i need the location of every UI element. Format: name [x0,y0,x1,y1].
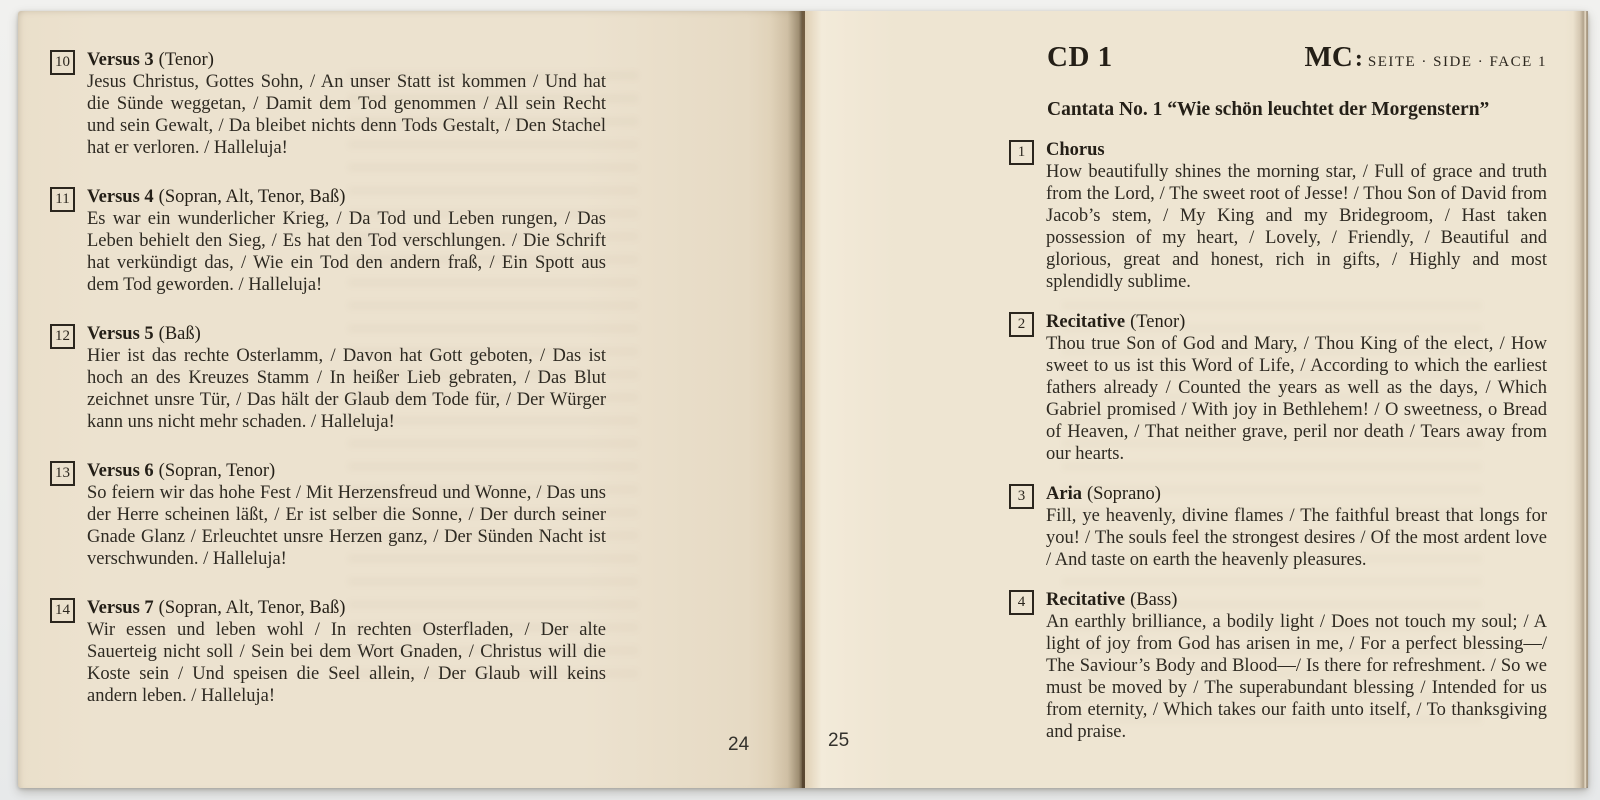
track-number: 2 [1017,316,1026,332]
track-number-box [50,461,75,486]
track-entry-body [1046,589,1547,743]
lyrics-text: Jesus Christus, Gottes Sohn, / An unser Statt ist kommen / Und hat die Sünde weggetan, / Damit dem Tod genommen / All sein Recht und sein Gewalt, / Da bleibet nichts denn Tods Gestalt, / Den Stachel hat er verloren. / Halleluja! [87,72,606,158]
movement-voices: (Sopran, Alt, Tenor, Baß) [158,598,346,618]
right-page-header [1047,41,1547,74]
track-number-box [50,50,75,75]
movement-title-line [1046,589,1547,611]
track-number: 4 [1017,594,1026,610]
movement-voices: (Soprano) [1086,484,1161,504]
movement-title-line [87,49,606,71]
track-entry [1009,139,1547,293]
movement-title-line [1046,483,1547,505]
right-page-entries [1009,139,1547,743]
track-number: 11 [55,191,70,207]
page-number-right: 25 [828,730,850,751]
track-number-box [50,187,75,212]
mc-label: MC [1304,41,1353,73]
track-number: 3 [1017,488,1026,504]
lyrics-text: So feiern wir das hohe Fest / Mit Herzensfreud und Wonne, / Das uns der Herre scheinen läßt, / Er ist selber die Sonne, / Der durch seiner Gnade Glanz / Erleuchtet unsre Herzen ganz, / Der Sünden Nacht ist verschwunden. / Halleluja! [87,483,606,569]
lyrics-text: How beautifully shines the morning star, / Full of grace and truth from the Lord, / The sweet root of Jesse! / Thou Son of David from Jacob’s stem, / My King and my Bridegroom, / Hast taken possession of my heart, / Lovely, / Friendly, / Beautiful and glorious, great and honest, rich in gifts, / Highly and most splendidly sublime. [1046,162,1547,292]
track-entry-body [87,597,606,707]
movement-voices: (Tenor) [1130,312,1186,332]
track-entry [50,323,606,433]
track-entry [1009,483,1547,571]
movement-title-line [1046,139,1547,161]
track-number-box [50,324,75,349]
lyrics-text: Es war ein wunderlicher Krieg, / Da Tod und Leben rungen, / Das Leben behielt den Sieg, / Es hat den Tod verschlungen. / Die Schrift hat verkündigt das, / Wie ein Tod den andern fraß, / Ein Spott aus dem Tod geworden. / Halleluja! [87,209,606,295]
booklet-spread [18,11,1588,788]
movement-title-line [87,460,606,482]
movement-title-line [87,597,606,619]
movement-title: Chorus [1046,140,1105,160]
lyrics-text: Fill, ye heavenly, divine flames / The faithful breast that longs for you! / The souls feel the strongest desires / Of the most ardent love / And taste on earth the heavenly pleasures. [1046,506,1547,570]
track-number: 12 [55,328,70,344]
track-entry-body [87,186,606,296]
cantata-title: Cantata No. 1 “Wie schön leuchtet der Morgenstern” [1047,99,1490,120]
movement-voices: (Sopran, Tenor) [158,461,276,481]
track-entry-body [1046,311,1547,465]
track-entry-body [87,49,606,159]
track-number-box [1009,140,1034,165]
track-number: 1 [1017,144,1026,160]
track-number: 10 [55,54,70,70]
track-entry-body [1046,139,1547,293]
center-fold-shadow [770,11,802,788]
movement-voices: (Bass) [1130,590,1178,610]
lyrics-text: Wir essen und leben wohl / In rechten Osterfladen, / Der alte Sauerteig nicht soll / Sein bei dem Wort Gnaden, / Christus will die Koste sein / Und speisen die Seel allein, / Der Glaub will keins andern leben. / Halleluja! [87,620,606,706]
center-fold-line [802,11,805,788]
track-entry [50,49,606,159]
track-entry-body [87,323,606,433]
movement-title: Versus 7 [87,598,154,618]
track-entry [50,460,606,570]
lyrics-text: Hier ist das rechte Osterlamm, / Davon hat Gott geboten, / Das ist hoch an des Kreuzes Stamm / In heißer Lieb gebraten, / Das Blut zeichnet unsre Tür, / Das hält der Glaub dem Tode für, / Der Würger kann uns nicht mehr schaden. / Halleluja! [87,346,606,432]
mc-side-text: SEITE · SIDE · FACE 1 [1367,54,1547,70]
page-left [18,11,802,788]
track-number-box [1009,484,1034,509]
page-right [802,11,1588,788]
track-number-box [1009,590,1034,615]
mc-colon: : [1354,46,1363,72]
track-entry-body [1046,483,1547,571]
track-number-box [50,598,75,623]
movement-title: Versus 6 [87,461,154,481]
lyrics-text: Thou true Son of God and Mary, / Thou King of the elect, / How sweet to us ist this Word of Life, / According to which the earliest fathers already / Counted the years as well as the days, / Which Gabriel promised / With joy in Bethlehem! / O sweetness, o Bread of Heaven, / That neither grave, peril nor death / Tears away from our hearts. [1046,334,1547,464]
movement-title-line [87,323,606,345]
mc-side-label [1305,41,1547,74]
track-entry [50,186,606,296]
track-number: 13 [55,465,70,481]
movement-title: Versus 4 [87,187,154,207]
movement-title: Recitative [1046,590,1126,610]
page-edge-right [1573,11,1588,788]
track-number: 14 [55,602,70,618]
movement-title: Versus 5 [87,324,154,344]
cd-label: CD 1 [1047,41,1113,73]
movement-title: Aria [1046,484,1082,504]
movement-voices: (Baß) [158,324,201,344]
track-entry-body [87,460,606,570]
movement-voices: (Tenor) [158,50,214,70]
left-page-entries [50,49,606,707]
movement-title-line [87,186,606,208]
movement-title: Recitative [1046,312,1126,332]
track-entry [1009,589,1547,743]
lyrics-text: An earthly brilliance, a bodily light / Does not touch my soul; / A light of joy from God has arisen in me, / For a perfect blessing—/ The Saviour’s Body and Blood—/ Is there for refreshment. / So we must be moved by / The superabundant blessing / Intended for us from eternity, / Which takes our faith unto itself, / To thanksgiving and praise. [1046,612,1547,742]
track-entry [1009,311,1547,465]
track-entry [50,597,606,707]
movement-voices: (Sopran, Alt, Tenor, Baß) [158,187,346,207]
movement-title: Versus 3 [87,50,154,70]
movement-title-line [1046,311,1547,333]
track-number-box [1009,312,1034,337]
page-number-left: 24 [728,734,750,755]
